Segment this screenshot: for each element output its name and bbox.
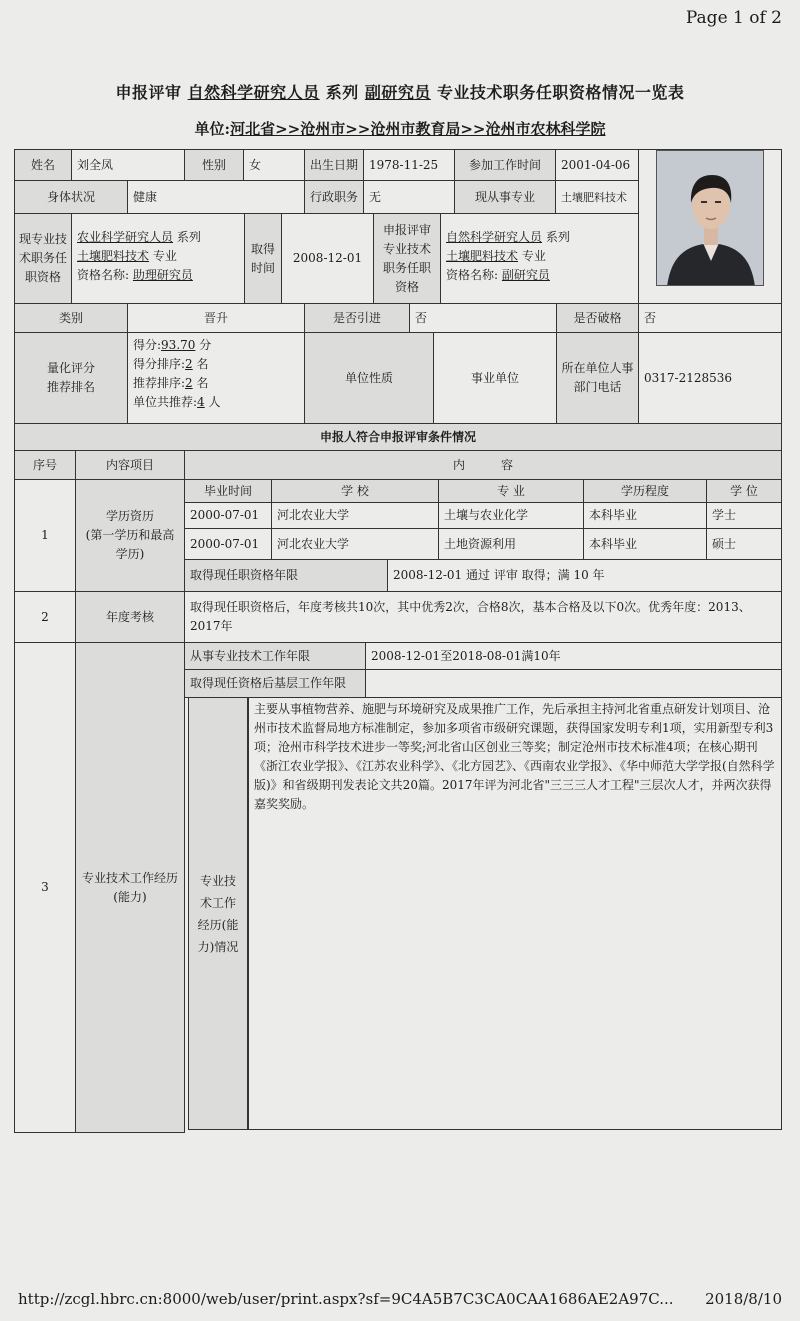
nature-value: 事业单位	[433, 332, 557, 424]
category-label: 类别	[14, 303, 128, 333]
table-cell: 土地资源利用	[438, 528, 584, 560]
title-rank: 副研究员	[364, 83, 431, 102]
edu-years-label: 取得现任职资格年限	[184, 559, 388, 592]
total-label: 单位共推荐:	[133, 395, 198, 409]
edu-col-4: 学 位	[706, 479, 782, 503]
table-cell: 本科毕业	[583, 528, 707, 560]
total-unit: 人	[208, 395, 221, 409]
unit-line	[0, 118, 800, 139]
exp-years-value: 2008-12-01至2018-08-01满10年	[365, 642, 782, 670]
gender-label: 性别	[184, 149, 244, 181]
apply-series-suffix: 系列	[545, 230, 570, 244]
unit-label: 单位:	[194, 120, 231, 138]
edu-no: 1	[14, 479, 76, 592]
conditions-title: 申报人符合申报评审条件情况	[14, 423, 782, 451]
exp-years-label: 从事专业技术工作年限	[184, 642, 366, 670]
exp-sub-label: 专业技术工作经历(能力)情况	[188, 697, 248, 1130]
rank-value: 2	[185, 357, 193, 371]
title-mid: 系列	[325, 83, 359, 102]
edu-col-3: 学历程度	[583, 479, 707, 503]
apply-major: 土壤肥料技术	[446, 249, 519, 263]
birth-label: 出生日期	[304, 149, 364, 181]
import-label: 是否引进	[304, 303, 410, 333]
score-label: 量化评分推荐排名	[14, 332, 128, 424]
unit-value: 河北省>>沧州市>>沧州市教育局>>沧州市农林科学院	[230, 120, 606, 138]
apply-series: 自然科学研究人员	[446, 230, 543, 244]
edu-col-0: 毕业时间	[184, 479, 272, 503]
table-cell: 2000-07-01	[184, 502, 272, 529]
annual-item: 年度考核	[75, 591, 185, 643]
table-cell: 河北农业大学	[271, 528, 439, 560]
recommend-unit: 名	[196, 376, 209, 390]
current-series: 农业科学研究人员	[77, 230, 174, 244]
apply-name-label: 资格名称:	[446, 268, 499, 282]
admin-label: 行政职务	[304, 180, 364, 214]
rank-label: 得分排序:	[133, 357, 186, 371]
score-item-label: 得分:	[133, 338, 162, 352]
exception-label: 是否破格	[556, 303, 639, 333]
edu-item: 学历资历 (第一学历和最高学历)	[75, 479, 185, 592]
health-label: 身体状况	[14, 180, 128, 214]
admin-value: 无	[363, 180, 455, 214]
work-start-value: 2001-04-06	[555, 149, 639, 181]
grassroots-value	[365, 669, 782, 698]
apply-qual-label: 申报评审专业技术职务任职资格	[373, 213, 441, 304]
table-cell: 土壤与农业化学	[438, 502, 584, 529]
col-no: 序号	[14, 450, 76, 480]
page-number: Page 1 of 2	[685, 8, 782, 28]
title-suffix: 专业技术职务任职资格情况一览表	[436, 83, 685, 102]
rank-unit: 名	[196, 357, 209, 371]
experience-no: 3	[14, 642, 76, 1133]
exp-text: 主要从事植物营养、施肥与环境研究及成果推广工作，先后承担主持河北省重点研发计划项目、沧州市技术监督局地方标准制定，参加多项省市级研究课题，获得国家发明专利1项，实用新型专利3项；沧州市科学技术进步一等奖;河北省山区创业三等奖；制定沧州市技术标准4项；在核心期刊《浙江农业学报》、《江苏农业科学》、《北方园艺》、《西南农业学报》、《华中师范大学学报(自然科学版)》和省级期刊发表论文共20篇。2017年评为河北省"三三三人才工程"三层次人才，并两次获得嘉奖奖励。	[248, 697, 782, 1130]
current-qual-label: 现专业技术职务任职资格	[14, 213, 72, 304]
score-unit: 分	[199, 338, 212, 352]
edu-col-2: 专 业	[438, 479, 584, 503]
nature-label: 单位性质	[304, 332, 434, 424]
score-detail	[127, 332, 305, 424]
title-series: 自然科学研究人员	[187, 83, 320, 102]
time-label: 取得时间	[244, 213, 282, 304]
recommend-label: 推荐排序:	[133, 376, 186, 390]
major-value: 土壤肥料技术	[555, 180, 639, 214]
footer-url: http://zcgl.hbrc.cn:8000/web/user/print.aspx?sf=9C4A5B7C3CA0CAA1686AE2A97C...	[18, 1290, 674, 1308]
applicant-photo	[656, 150, 764, 286]
annual-no: 2	[14, 591, 76, 643]
name-value: 刘全凤	[71, 149, 185, 181]
edu-years-value: 2008-12-01 通过 评审 取得；满 10 年	[387, 559, 782, 592]
grassroots-label: 取得现任资格后基层工作年限	[184, 669, 366, 698]
category-value: 晋升	[127, 303, 305, 333]
current-qual-name: 助理研究员	[132, 268, 193, 282]
import-value: 否	[409, 303, 557, 333]
annual-text: 取得现任职资格后，年度考核共10次，其中优秀2次，合格8次，基本合格及以下0次。优秀年度：2013、2017年	[184, 591, 782, 643]
score-value: 93.70	[161, 338, 196, 352]
recommend-value: 2	[185, 376, 193, 390]
current-series-suffix: 系列	[176, 230, 201, 244]
phone-label: 所在单位人事部门电话	[556, 332, 639, 424]
health-value: 健康	[127, 180, 305, 214]
person-portrait-icon	[657, 151, 764, 286]
major-label: 现从事专业	[454, 180, 556, 214]
table-cell: 2000-07-01	[184, 528, 272, 560]
gender-value: 女	[243, 149, 305, 181]
table-cell: 硕士	[706, 528, 782, 560]
col-content: 内 容	[184, 450, 782, 480]
current-major: 土壤肥料技术	[77, 249, 150, 263]
experience-item: 专业技术工作经历 (能力)	[75, 642, 185, 1133]
phone-value: 0317-2128536	[638, 332, 782, 424]
birth-value: 1978-11-25	[363, 149, 455, 181]
exception-value: 否	[638, 303, 782, 333]
current-major-suffix: 专业	[152, 249, 177, 263]
col-item: 内容项目	[75, 450, 185, 480]
apply-major-suffix: 专业	[521, 249, 546, 263]
work-start-label: 参加工作时间	[454, 149, 556, 181]
table-cell: 本科毕业	[583, 502, 707, 529]
name-label: 姓名	[14, 149, 72, 181]
table-cell: 河北农业大学	[271, 502, 439, 529]
total-value: 4	[197, 395, 205, 409]
apply-qual-name: 副研究员	[501, 268, 550, 282]
current-name-label: 资格名称:	[77, 268, 130, 282]
current-qual-value	[71, 213, 245, 304]
edu-col-1: 学 校	[271, 479, 439, 503]
time-value: 2008-12-01	[281, 213, 374, 304]
table-cell: 学士	[706, 502, 782, 529]
form-title	[0, 80, 800, 103]
title-prefix: 申报评审	[115, 83, 182, 102]
footer-date: 2018/8/10	[705, 1290, 782, 1308]
apply-qual-value	[440, 213, 639, 304]
